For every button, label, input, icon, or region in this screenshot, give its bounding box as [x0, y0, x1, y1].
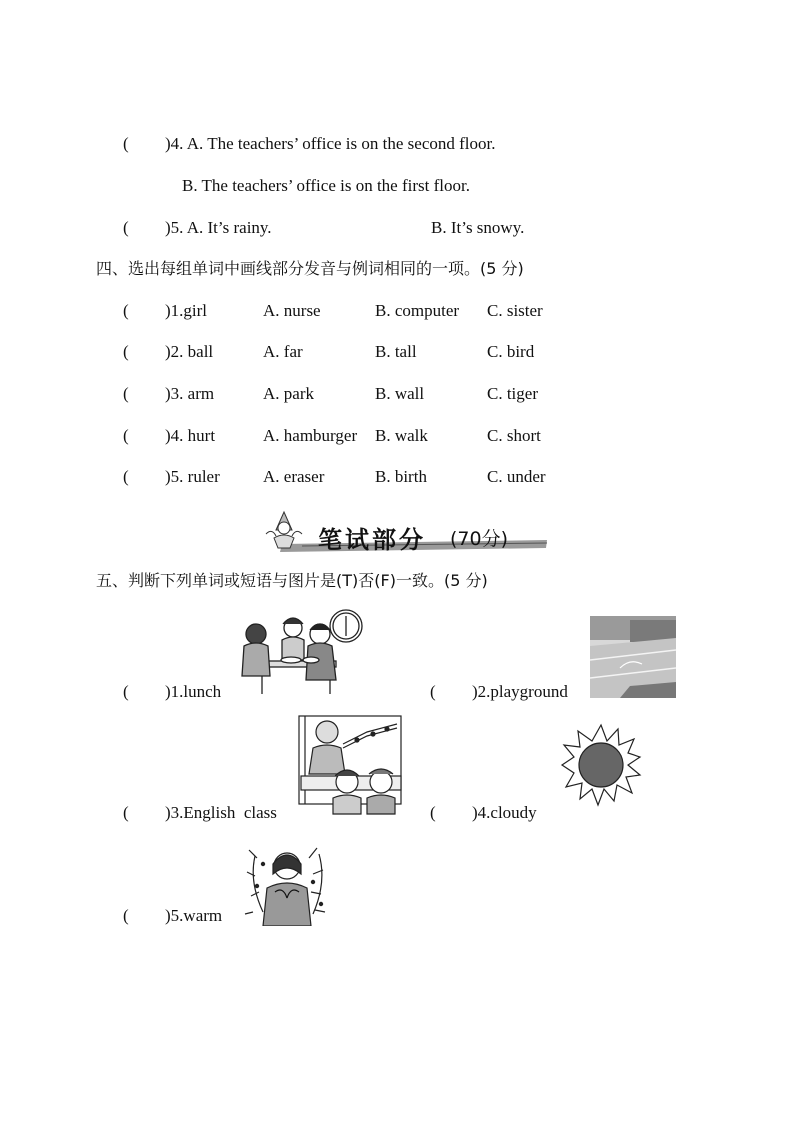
- fairy-icon: [266, 512, 302, 548]
- option-a: A. park: [263, 384, 314, 403]
- q4-option-a: )4. A. The teachers’ office is on the second floor.: [165, 134, 496, 153]
- option-b: B. wall: [375, 384, 425, 403]
- option-b: B. walk: [375, 426, 428, 445]
- q4-option-b: B. The teachers’ office is on the first floor.: [182, 176, 470, 195]
- option-c: C. under: [487, 467, 546, 486]
- q5-paren: (: [123, 218, 129, 237]
- paren: (: [123, 301, 129, 320]
- p5-q5-label: )5.warm: [165, 906, 223, 925]
- banner-score: (70分): [450, 528, 509, 550]
- q5-option-b: B. It’s snowy.: [431, 218, 525, 237]
- paren: (: [123, 342, 129, 361]
- option-b: B. computer: [375, 301, 460, 320]
- p5-q1-paren: (: [123, 682, 129, 701]
- banner-title: 笔试部分: [318, 526, 426, 554]
- q5-option-a: )5. A. It’s rainy.: [165, 218, 272, 237]
- option-b: B. birth: [375, 467, 427, 486]
- word: )4. hurt: [165, 426, 216, 445]
- music-class-picture: [297, 714, 407, 818]
- option-b: B. tall: [375, 342, 417, 361]
- q4-paren: (: [123, 134, 129, 153]
- option-c: C. tiger: [487, 384, 538, 403]
- option-c: C. short: [487, 426, 541, 445]
- option-a: A. nurse: [263, 301, 321, 320]
- option-a: A. hamburger: [263, 426, 358, 445]
- p5-q1-label: )1.lunch: [165, 682, 222, 701]
- word: )2. ball: [165, 342, 214, 361]
- part5-heading: 五、判断下列单词或短语与图片是(T)否(F)一致。(5 分): [96, 571, 488, 590]
- option-c: C. sister: [487, 301, 543, 320]
- p5-q4-paren: (: [430, 803, 436, 822]
- cold-girl-picture: [243, 842, 331, 926]
- p5-q3-paren: (: [123, 803, 129, 822]
- p5-q4-label: )4.cloudy: [472, 803, 537, 822]
- word: )1.girl: [165, 301, 208, 320]
- word: )3. arm: [165, 384, 215, 403]
- part4-heading: 四、选出每组单词中画线部分发音与例词相同的一项。(5 分): [96, 259, 524, 278]
- paren: (: [123, 467, 129, 486]
- p5-q5-paren: (: [123, 906, 129, 925]
- p5-q2-label: )2.playground: [472, 682, 568, 701]
- sun-picture: [560, 723, 642, 809]
- option-a: A. eraser: [263, 467, 325, 486]
- p5-q3-label: )3.English class: [165, 803, 277, 822]
- option-a: A. far: [263, 342, 303, 361]
- playground-picture: [590, 616, 676, 698]
- paren: (: [123, 384, 129, 403]
- paren: (: [123, 426, 129, 445]
- word: )5. ruler: [165, 467, 220, 486]
- option-c: C. bird: [487, 342, 535, 361]
- family-lunch-picture: [236, 606, 366, 696]
- p5-q2-paren: (: [430, 682, 436, 701]
